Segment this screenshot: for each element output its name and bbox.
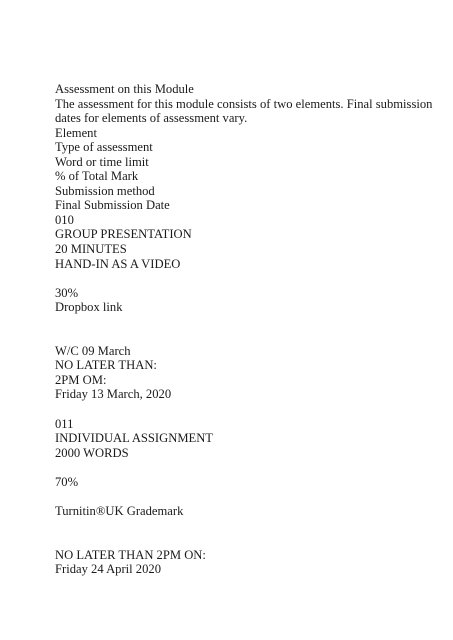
element-1-code: 010 bbox=[55, 212, 74, 227]
intro-paragraph: The assessment for this module consists of two elements. Final submission dates for elements of assessment vary. bbox=[55, 96, 433, 126]
element-1-date-deadline: NO LATER THAN: bbox=[55, 358, 157, 373]
spacer bbox=[55, 329, 435, 344]
element-1-date-time: 2PM OM: bbox=[55, 372, 107, 387]
header-method: Submission method bbox=[55, 183, 155, 198]
element-2-date-final: Friday 24 April 2020 bbox=[55, 562, 161, 577]
element-2-date-deadline: NO LATER THAN 2PM ON: bbox=[55, 547, 206, 562]
element-2-method: Turnitin®UK Grademark bbox=[55, 503, 184, 518]
element-2-limit: 2000 WORDS bbox=[55, 445, 129, 460]
element-1-limit-note: HAND-IN AS A VIDEO bbox=[55, 256, 181, 271]
element-2-percent: 70% bbox=[55, 474, 79, 489]
element-1-method: Dropbox link bbox=[55, 300, 123, 315]
spacer bbox=[55, 402, 435, 417]
header-type: Type of assessment bbox=[55, 140, 153, 155]
module-heading: Assessment on this Module bbox=[55, 82, 194, 96]
element-1-type: GROUP PRESENTATION bbox=[55, 227, 192, 242]
spacer bbox=[55, 518, 435, 533]
header-element: Element bbox=[55, 125, 97, 140]
element-1-limit: 20 MINUTES bbox=[55, 242, 127, 257]
element-2-type: INDIVIDUAL ASSIGNMENT bbox=[55, 431, 213, 446]
element-1-date-final: Friday 13 March, 2020 bbox=[55, 387, 172, 402]
element-2-code: 011 bbox=[55, 416, 74, 431]
header-percent: % of Total Mark bbox=[55, 169, 139, 184]
document-body bbox=[55, 82, 435, 577]
header-date: Final Submission Date bbox=[55, 198, 170, 213]
element-1-date-week: W/C 09 March bbox=[55, 343, 131, 358]
element-1-percent: 30% bbox=[55, 285, 79, 300]
header-limit: Word or time limit bbox=[55, 154, 149, 169]
spacer bbox=[55, 533, 435, 548]
spacer bbox=[55, 315, 435, 330]
spacer bbox=[55, 489, 435, 504]
spacer bbox=[55, 460, 435, 475]
spacer bbox=[55, 271, 435, 286]
